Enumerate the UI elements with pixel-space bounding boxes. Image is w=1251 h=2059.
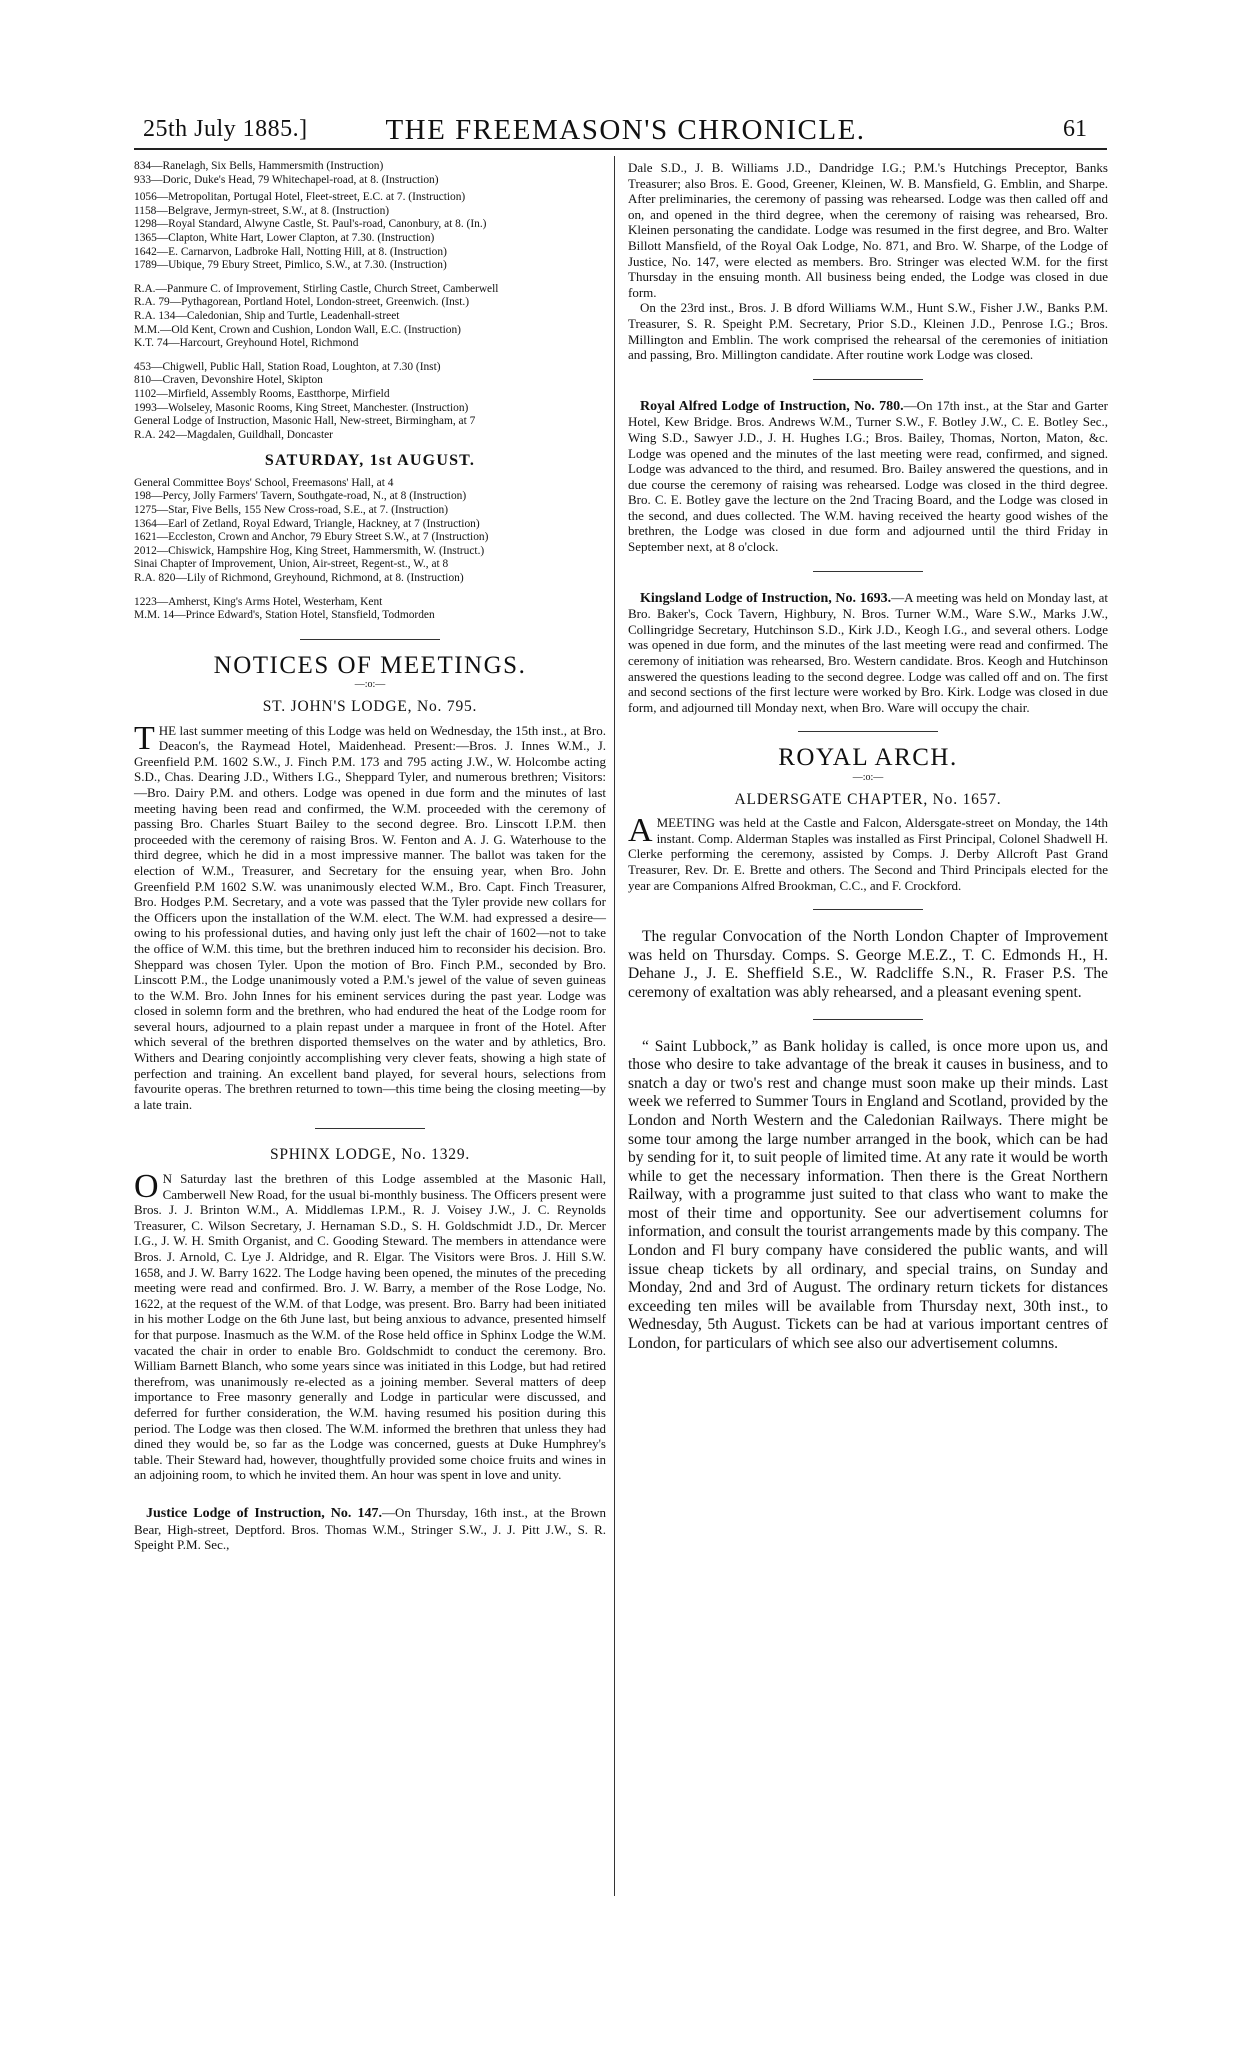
section-rule bbox=[813, 1019, 923, 1020]
list-item: 1158—Belgrave, Jermyn-street, S.W., at 8. (Instruction) bbox=[134, 204, 390, 217]
list-item: M.M.—Old Kent, Crown and Cushion, London Wall, E.C. (Instruction) bbox=[134, 323, 461, 336]
list-item: 1298—Royal Standard, Alwyne Castle, St. Paul's-road, Canonbury, at 8. (In.) bbox=[134, 218, 487, 231]
section-rule bbox=[813, 379, 923, 380]
list-item: 1993—Wolseley, Masonic Rooms, King Street, Manchester. (Instruction) bbox=[134, 401, 469, 414]
column-divider bbox=[614, 156, 615, 1896]
list-item: M.M. 14—Prince Edward's, Station Hotel, Stansfield, Todmorden bbox=[134, 609, 435, 622]
justice-lead: Justice Lodge of Instruction, No. 147. bbox=[146, 1505, 382, 1521]
justice-continuation-2: On the 23rd inst., Bros. J. B dford Williams W.M., Hunt S.W., Fisher J.W., Banks P.M. Treasurer, S. R. Speight P.M. Secretary, Prior S.D., Kleinen J.D., Penrose I.G.; Bros. Millington and Emblin. The work comprised the rehearsal of the ceremonies of initiation and passing, Bro. Millington candidate. After routine work Lodge was closed. bbox=[628, 300, 1108, 363]
drop-cap: T bbox=[134, 719, 155, 757]
st-johns-report bbox=[134, 719, 606, 1113]
st-johns-heading: ST. JOHN'S LODGE, No. 795. bbox=[262, 698, 478, 715]
list-item: R.A.—Panmure C. of Improvement, Stirling Castle, Church Street, Camberwell bbox=[134, 282, 499, 295]
section-rule bbox=[315, 1128, 425, 1129]
notices-heading: NOTICES OF MEETINGS. bbox=[213, 651, 527, 679]
section-rule bbox=[813, 571, 923, 572]
kingsland-text: —A meeting was held on Monday last, at Bro. Baker's, Cock Tavern, Highbury, N. Bros. Turner W.M., Ware S.W., Marks J.W., Collingridge Secretary, Hutchinson S.D., Kirk J.D., Keogh I.G., and several others. Lodge was opened in due form, and the minutes of the last meeting were read and confirmed. The ceremony of initiation was rehearsed, Bro. Western candidate. Bros. Keogh and Hutchinson answered the questions leading to the second degree. Lodge was called off and on. The first and second sections of the first lecture were worked by Bro. Kirk. Lodge was closed in due form, and adjourned till Monday next, when Bro. Ware will occupy the chair. bbox=[628, 589, 1108, 715]
list-item: 453—Chigwell, Public Hall, Station Road, Loughton, at 7.30 (Inst) bbox=[134, 360, 441, 373]
left-column bbox=[134, 160, 606, 1553]
kingsland-lead: Kingsland Lodge of Instruction, No. 1693. bbox=[640, 590, 892, 606]
list-item: 810—Craven, Devonshire Hotel, Skipton bbox=[134, 374, 323, 387]
section-rule bbox=[813, 909, 923, 910]
list-item: General Committee Boys' School, Freemasons' Hall, at 4 bbox=[134, 476, 394, 489]
list-item: 198—Percy, Jolly Farmers' Tavern, Southgate-road, N., at 8 (Instruction) bbox=[134, 490, 467, 503]
drop-cap: O bbox=[134, 1168, 159, 1206]
lodge-list-friday-provinces bbox=[134, 361, 606, 443]
kingsland-report bbox=[628, 590, 1108, 716]
list-item: General Lodge of Instruction, Masonic Hall, New-street, Birmingham, at 7 bbox=[134, 415, 476, 428]
sphinx-report bbox=[134, 1168, 606, 1483]
justice-text: —On Thursday, 16th inst., at the Brown Bear, High-street, Deptford. Bros. Thomas W.M., Stringer S.W., J. J. Pitt J.W., S. R. Speight P.M. Sec., bbox=[134, 1504, 606, 1553]
list-item: R.A. 820—Lily of Richmond, Greyhound, Richmond, at 8. (Instruction) bbox=[134, 572, 464, 585]
lodge-list-saturday bbox=[134, 477, 606, 586]
lodge-list-saturday-provinces bbox=[134, 596, 606, 623]
drop-cap: A bbox=[628, 812, 653, 850]
section-rule bbox=[300, 639, 440, 640]
list-item: 1275—Star, Five Bells, 155 New Cross-road, S.E., at 7. (Instruction) bbox=[134, 504, 449, 517]
royal-alfred-text: —On 17th inst., at the Star and Garter Hotel, Kew Bridge. Bros. Andrews W.M., Turner S.W., F. Botley J.W., C. E. Botley Sec., Wing S.D., Sawyer J.D., J. H. Hughes I.G.; Bros. Bailey, Thomas, Norton, Maton, &c. Lodge was opened and the minutes of the last meeting were read, confirmed, and signed. Lodge was advanced to the third, and resumed. Bro. Bailey answered the questions, and in due course the ceremony of raising was rehearsed. Lodge was closed in the third degree. Bro. C. E. Botley gave the lecture on the 2nd Tracing Board, and the Lodge was closed in the second, and dues collected. The W.M. having received the hearty good wishes of the brethren, the Lodge was closed in due form and adjourned until the third Friday in September next, at 8 o'clock. bbox=[628, 397, 1108, 555]
header-title: THE FREEMASON'S CHRONICLE. bbox=[385, 114, 866, 146]
sphinx-heading: SPHINX LODGE, No. 1329. bbox=[269, 1146, 471, 1164]
st-johns-text: HE last summer meeting of this Lodge was held on Wednesday, the 15th inst., at Bro. Deacon's, the Raymead Hotel, Maidenhead. Present:—Bros. J. Innes W.M., J. Greenfield P.M. 1602 S.W., J. Finch P.M. 173 and 795 acting J.W., W. Holcombe acting S.D., Chas. Dearing J.D., Withers I.G., Sheppard Tyler, and numerous brethren; Visitors:—Bro. Dairy P.M. and others. Lodge was opened in due form and the minutes of last meeting having been read and confirmed, the W.M. proceeded with the ceremony of passing Bro. Charles Stuart Bailey to the second degree. Bro. Linscott I.P.M. then proceeded with the ceremony of raising Bros. W. Fenton and A. J. G. Waterhouse to the third degree, which he did in a most impressive manner. The ballot was taken for the election of W.M., Treasurer, and Secretary for the ensuing year, when Bro. John Greenfield P.M 1602 S.W. was unanimously elected W.M., Bro. Capt. Finch Treasurer, Bro. Hodges P.M. Secretary, and a vote was passed that the Tyler provide new collars for the Officers upon the installation of the W.M. elect. The W.M. had expressed a desire—owing to his professional duties, and having only just left the chair of 1602—not to take the office of W.M. this time, but the brethren induced him to reconsider his decision. Bro. Sheppard was chosen Tyler. Upon the motion of Bro. Finch P.M., seconded by Bro. Linscott P.M., the Lodge unanimously voted a P.M.'s jewel of the value of seven guineas to the W.M. Bro. John Innes for his eminent services during the past year. Lodge was closed in solemn form and the brethren, who had endured the heat of the Lodge room for several hours, adjourned to a plain repast under a marquee in front of the Hotel. After which several of the brethren disported themselves on the water and by athletics, Bro. Withers and Dearing conjointly accomplishing very clever feats, showing a high state of perfection and training. An excellent band played, for several hours, selections from favourite operas. The brethren returned to town—this time being the closing meeting—by a late train. bbox=[134, 722, 606, 1112]
aldersgate-heading: ALDERSGATE CHAPTER, No. 1657. bbox=[734, 790, 1002, 808]
list-item: 1789—Ubique, 79 Ebury Street, Pimlico, S.W., at 7.30. (Instruction) bbox=[134, 259, 447, 272]
list-item: Sinai Chapter of Improvement, Union, Air-street, Regent-st., W., at 8 bbox=[134, 558, 449, 571]
royal-alfred-lead: Royal Alfred Lodge of Instruction, No. 780. bbox=[640, 398, 904, 414]
list-item: R.A. 134—Caledonian, Ship and Turtle, Leadenhall-street bbox=[134, 309, 400, 322]
page-number: 61 bbox=[1063, 116, 1087, 142]
header-date: 25th July 1885.] bbox=[143, 116, 308, 142]
list-item: 1102—Mirfield, Assembly Rooms, Eastthorpe, Mirfield bbox=[134, 387, 390, 400]
list-item: 834—Ranelagh, Six Bells, Hammersmith (Instruction) bbox=[134, 160, 384, 172]
list-item: 933—Doric, Duke's Head, 79 Whitechapel-road, at 8. (Instruction) bbox=[134, 173, 439, 186]
royal-arch-heading: ROYAL ARCH. bbox=[778, 744, 958, 772]
ornament: —:o:— bbox=[354, 679, 386, 691]
list-item: 1642—E. Carnarvon, Ladbroke Hall, Notting Hill, at 8. (Instruction) bbox=[134, 245, 447, 258]
list-item: K.T. 74—Harcourt, Greyhound Hotel, Richmond bbox=[134, 337, 359, 350]
aldersgate-report bbox=[628, 812, 1108, 893]
list-item: 1223—Amherst, King's Arms Hotel, Westerham, Kent bbox=[134, 595, 383, 608]
lodge-list-friday-chapters bbox=[134, 283, 606, 351]
royal-alfred-report bbox=[628, 398, 1108, 555]
sphinx-text: N Saturday last the brethren of this Lodge assembled at the Masonic Hall, Camberwell New Road, for the usual bi-monthly business. The Officers present were Bros. J. J. Brinton W.M., A. Middlemas I.P.M., R. J. Voisey J.W., J. C. Reynolds Treasurer, C. Wilson Secretary, J. Hernaman S.D., S. H. Goldschmidt J.D., Dr. Mercer I.G., J. W. H. Smith Organist, and C. Gooding Steward. The members in attendance were Bros. J. Arnold, C. Lye J. Aldridge, and R. Elgar. The Visitors were Bros. J. Hill S.W. 1658, and J. W. Barry 1622. The Lodge having been opened, the minutes of the preceding meeting were read and confirmed. Bro. J. W. Barry, a member of the Rose Lodge, No. 1622, at the request of the W.M. of that Lodge, was present. Bro. Barry had been initiated in his mother Lodge on the 6th June last, but being anxious to advance, presented himself for that purpose. Inasmuch as the W.M. of the Rose held office in Sphinx Lodge the W.M. vacated the chair in order to enable Bro. Goldschmidt to conduct the ceremony. Bro. William Barnett Blanch, who some years since was initiated in this Lodge, but had retired therefrom, was unanimously re-elected as a joining member. Several matters of deep importance to Free masonry generally and Lodge in particular were discussed, and deferred for further consideration, the W.M. having resumed his position during this period. The Lodge was then closed. The W.M. informed the brethren that unless they had dined they would be, so far as the Lodge was concerned, guests at Duke Humphrey's table. Their Steward had, however, thoughtfully provided some choice fruits and wines in an adjoining room, to which he invited them. An hour was spent in love and unity. bbox=[134, 1171, 606, 1483]
list-item: 2012—Chiswick, Hampshire Hog, King Street, Hammersmith, W. (Instruct.) bbox=[134, 544, 485, 557]
ornament: —:o:— bbox=[852, 772, 884, 783]
right-column bbox=[628, 160, 1108, 1354]
section-rule bbox=[798, 731, 938, 732]
list-item: 1056—Metropolitan, Portugal Hotel, Fleet-street, E.C. at 7. (Instruction) bbox=[134, 191, 466, 204]
header-rule bbox=[134, 148, 1107, 150]
list-item: 1364—Earl of Zetland, Royal Edward, Triangle, Hackney, at 7 (Instruction) bbox=[134, 517, 480, 530]
justice-report bbox=[134, 1505, 606, 1553]
page-header bbox=[0, 0, 1251, 150]
list-item: R.A. 79—Pythagorean, Portland Hotel, London-street, Greenwich. (Inst.) bbox=[134, 296, 470, 309]
lodge-list-friday-london bbox=[134, 160, 606, 273]
list-item: 1621—Eccleston, Crown and Anchor, 79 Ebury Street S.W., at 7 (Instruction) bbox=[134, 531, 489, 544]
north-london-paragraph: The regular Convocation of the North London Chapter of Improvement was held on Thursday. Comps. S. George M.E.Z., T. C. Edmonds H., H. Dehane J., J. E. Sheffield S.E., W. Radcliffe S.N., R. Fraser P.S. The ceremony of exaltation was ably rehearsed, and a pleasant evening spent. bbox=[628, 928, 1108, 1001]
saturday-heading: SATURDAY, 1st AUGUST. bbox=[264, 452, 476, 470]
list-item: R.A. 242—Magdalen, Guildhall, Doncaster bbox=[134, 428, 333, 441]
saint-lubbock-paragraph: “ Saint Lubbock,” as Bank holiday is called, is once more upon us, and those who desire to take advantage of the break it causes in business, and to snatch a day or two's rest and change must soon make up their minds. Last week we referred to Summer Tours in England and Scotland, provided by the London and North Western and the Caledonian Railways. There might be some tour among the large number arranged in the book, which can be had by sending for it, to suit people of limited time. At any rate it would be worth while to get the necessary information. Then there is the Great Northern Railway, with a programme just suited to that class who want to make the most of their time and opportunity. See our advertisement columns for information, and consult the tourist arrangements made by this company. The London and Fl bury company have considered the public wants, and will issue cheap tickets by all ordinary, and special trains, on Sunday and Monday, 2nd and 3rd of August. The ordinary return tickets for distances exceeding ten miles will be available from Thursday next, 30th inst., to Wednesday, 5th August. Tickets can be had at various important centres of London, for particulars of which see also our advertisement columns. bbox=[628, 1037, 1108, 1353]
justice-continuation: Dale S.D., J. B. Williams J.D., Dandridge I.G.; P.M.'s Hutchings Preceptor, Banks Treasurer; also Bros. E. Good, Greener, Kleinen, W. B. Mansfield, G. Emblin, and Sharpe. After preliminaries, the ceremony of passing was rehearsed. Lodge was then called off and on, and opened in the third degree, when the ceremony of raising was rehearsed, Bro. Kleinen personating the candidate. Lodge was resumed in the first degree, and Bro. Walter Billott Mansfield, of the Royal Oak Lodge, No. 871, and Bro. W. Sharpe, of the Lodge of Justice, No. 147, were elected as members. Bro. Stringer was elected W.M. for the first Thursday in the ensuing month. All business being ended, the Lodge was closed in due form. bbox=[628, 160, 1108, 300]
aldersgate-text: MEETING was held at the Castle and Falcon, Aldersgate-street on Monday, the 14th instant. Comp. Alderman Staples was installed as First Principal, Colonel Shadwell H. Clerke performing the ceremony, assisted by Comps. J. Derby Allcroft Past Grand Treasurer, Rev. Dr. E. Brette and others. The Second and Third Principals elected for the year are Companions Alfred Brookman, C.C., and F. Crockford. bbox=[628, 815, 1108, 893]
list-item: 1365—Clapton, White Hart, Lower Clapton, at 7.30. (Instruction) bbox=[134, 231, 435, 244]
